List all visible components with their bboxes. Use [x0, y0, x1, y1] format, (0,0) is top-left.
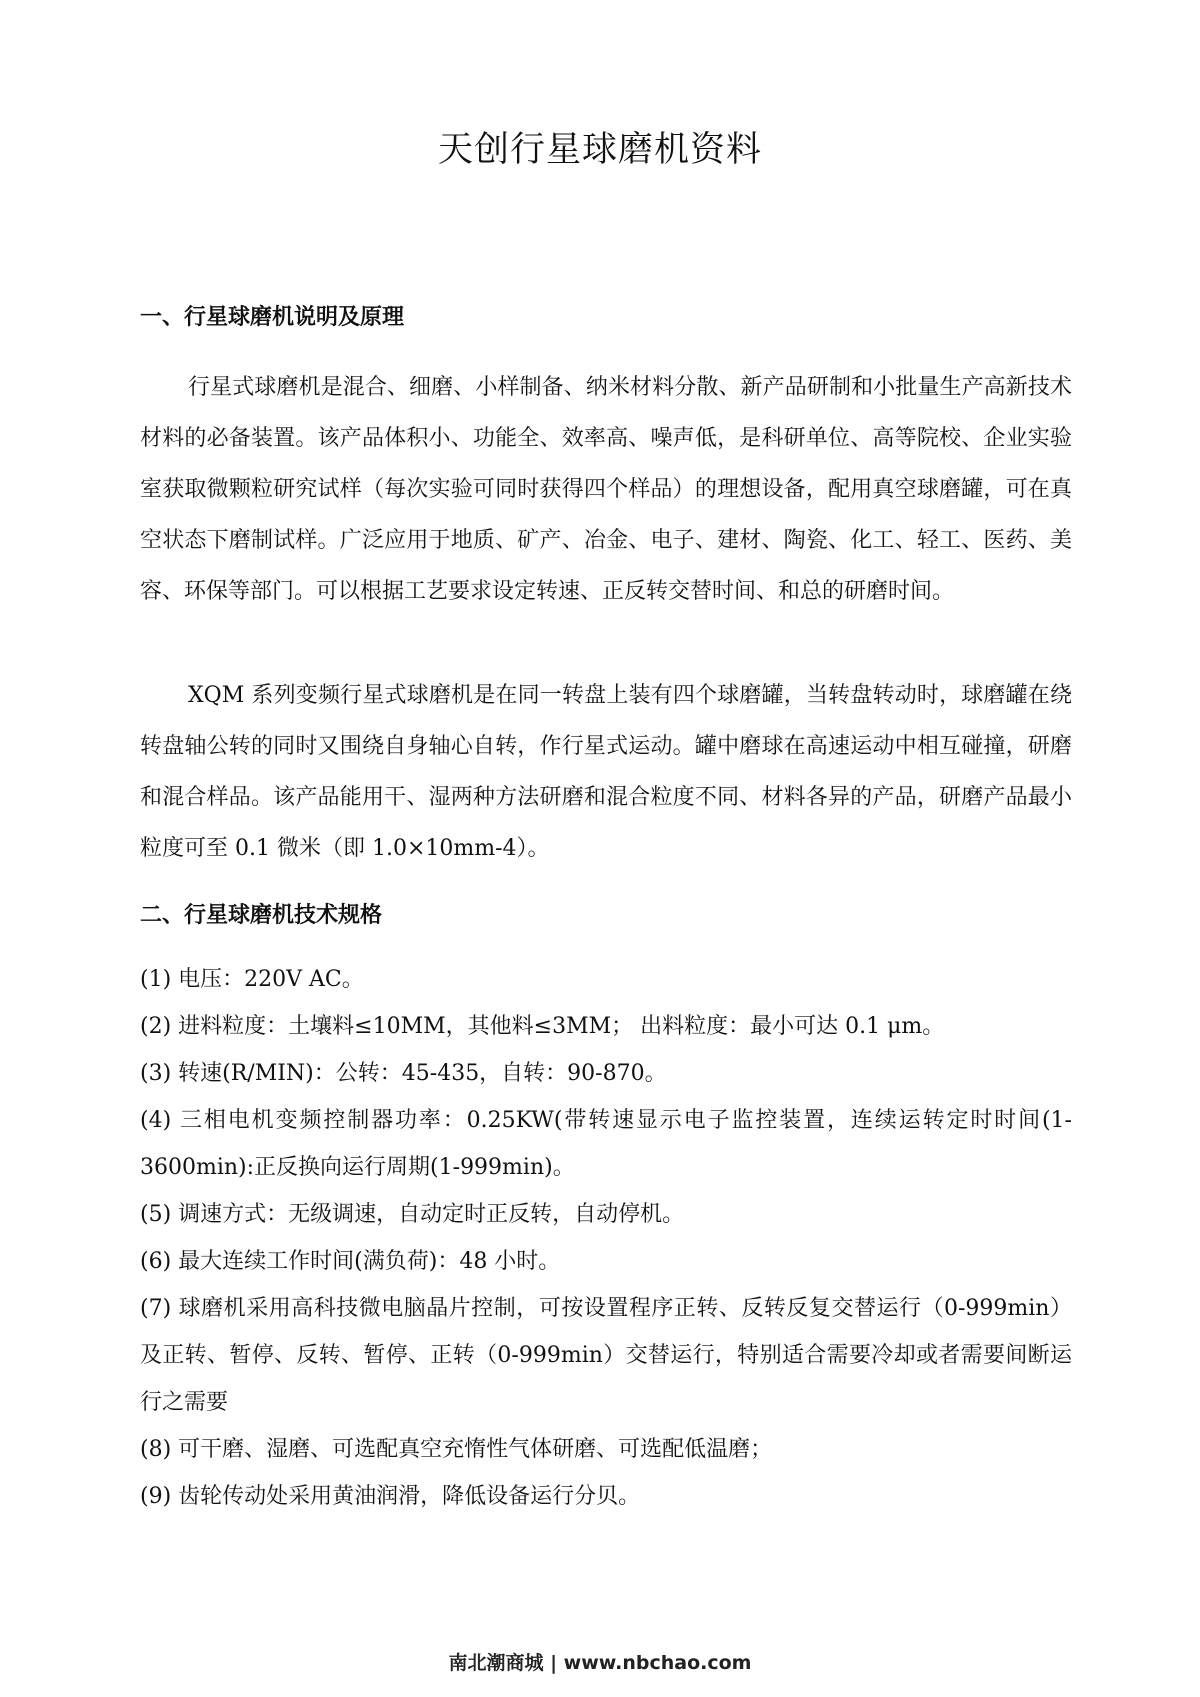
spec-list — [140, 956, 1072, 1520]
spec-item-max-runtime: (6) 最大连续工作时间(满负荷)：48 小时。 — [140, 1249, 561, 1274]
spec-item-speed-control: (5) 调速方式：无级调速，自动定时正反转，自动停机。 — [140, 1202, 685, 1227]
spec-item-motor-power: (4) 三相电机变频控制器功率：0.25KW(带转速显示电子监控装置，连续运转定时时间(1-3600min):正反换向运行周期(1-999min)。 — [140, 1108, 1072, 1180]
footer-watermark: 南北潮商城 | www.nbchao.com — [448, 1652, 752, 1674]
spec-item-lubrication: (9) 齿轮传动处采用黄油润滑，降低设备运行分贝。 — [140, 1484, 641, 1509]
document-title: 天创行星球磨机资料 — [437, 130, 762, 170]
section-heading-principle: 一、行星球磨机说明及原理 — [140, 305, 405, 330]
spec-item-microcontroller: (7) 球磨机采用高科技微电脑晶片控制，可按设置程序正转、反转反复交替运行（0-999min）及正转、暂停、反转、暂停、正转（0-999min）交替运行，特别适合需要冷却或者需要间断运行之需要 — [140, 1296, 1072, 1415]
section-heading-specs: 二、行星球磨机技术规格 — [140, 903, 383, 928]
spec-item-grinding-modes: (8) 可干磨、湿磨、可选配真空充惰性气体研磨、可选配低温磨； — [140, 1437, 773, 1462]
spec-item-voltage: (1) 电压：220V AC。 — [140, 967, 364, 992]
spec-item-speed: (3) 转速(R/MIN)：公转：45-435，自转：90-870。 — [140, 1061, 667, 1086]
paragraph-description: 行星式球磨机是混合、细磨、小样制备、纳米材料分散、新产品研制和小批量生产高新技术材料的必备装置。该产品体积小、功能全、效率高、噪声低，是科研单位、高等院校、企业实验室获取微颗粒研究试样（每次实验可同时获得四个样品）的理想设备，配用真空球磨罐，可在真空状态下磨制试样。广泛应用于地质、矿产、冶金、电子、建材、陶瓷、化工、轻工、医药、美容、环保等部门。可以根据工艺要求设定转速、正反转交替时间、和总的研磨时间。 — [140, 375, 1072, 604]
spec-item-particle-size: (2) 进料粒度：土壤料≤10MM，其他料≤3MM； 出料粒度：最小可达 0.1 μm。 — [140, 1014, 945, 1039]
paragraph-working-principle: XQM 系列变频行星式球磨机是在同一转盘上装有四个球磨罐，当转盘转动时，球磨罐在绕转盘轴公转的同时又围绕自身轴心自转，作行星式运动。罐中磨球在高速运动中相互碰撞，研磨和混合样品。该产品能用干、湿两种方法研磨和混合粒度不同、材料各异的产品，研磨产品最小粒度可至 0.1 微米（即 1.0×10mm-4）。 — [140, 683, 1072, 861]
